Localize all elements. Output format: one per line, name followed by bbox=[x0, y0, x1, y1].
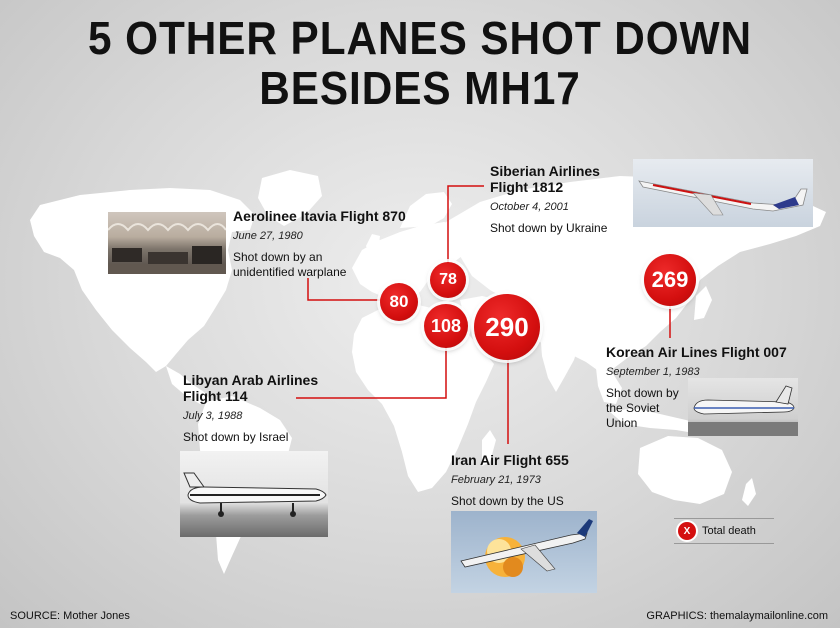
death-circle-itavia: 80 bbox=[380, 283, 418, 321]
death-circle-libyan: 108 bbox=[424, 304, 468, 348]
korean-desc: Shot down by the Soviet Union bbox=[606, 386, 679, 430]
itavia-info bbox=[233, 208, 433, 280]
siberian-date: October 4, 2001 bbox=[490, 201, 569, 213]
siberian-desc: Shot down by Ukraine bbox=[490, 221, 608, 235]
death-circle-korean: 269 bbox=[644, 254, 696, 306]
source-credit: SOURCE: Mother Jones bbox=[10, 610, 130, 622]
libyan-info bbox=[183, 372, 343, 445]
itavia-connector bbox=[308, 278, 382, 300]
death-circle-iran: 290 bbox=[474, 294, 540, 360]
title-line-2: BESIDES MH17 bbox=[259, 62, 581, 114]
siberian-info bbox=[490, 163, 630, 236]
siberian-plane-photo bbox=[633, 159, 813, 227]
iran-desc: Shot down by the US bbox=[451, 494, 564, 508]
libyan-date: July 3, 1988 bbox=[183, 410, 243, 422]
korean-name: Korean Air Lines Flight 007 bbox=[606, 344, 787, 360]
death-circle-siberian: 78 bbox=[430, 262, 466, 298]
graphics-credit: GRAPHICS: themalaymailonline.com bbox=[646, 610, 828, 622]
libyan-plane-photo bbox=[180, 451, 328, 537]
itavia-wreckage-photo bbox=[108, 212, 226, 274]
legend bbox=[674, 518, 774, 544]
itavia-desc: Shot down by an unidentified warplane bbox=[233, 250, 347, 279]
iran-name: Iran Air Flight 655 bbox=[451, 452, 569, 468]
itavia-date: June 27, 1980 bbox=[233, 230, 303, 242]
korean-info bbox=[606, 344, 806, 431]
libyan-desc: Shot down by Israel bbox=[183, 430, 289, 444]
legend-label: Total death bbox=[702, 525, 756, 537]
korean-date: September 1, 1983 bbox=[606, 366, 700, 378]
title-line-1: 5 OTHER PLANES SHOT DOWN bbox=[88, 12, 752, 64]
siberian-connector bbox=[448, 186, 484, 264]
siberian-name: Siberian Airlines Flight 1812 bbox=[490, 163, 600, 195]
iran-date: February 21, 1973 bbox=[451, 474, 541, 486]
iran-info bbox=[451, 452, 631, 509]
legend-symbol: X bbox=[678, 522, 696, 540]
libyan-name: Libyan Arab Airlines Flight 114 bbox=[183, 372, 319, 404]
itavia-name: Aerolinee Itavia Flight 870 bbox=[233, 208, 406, 224]
iran-plane-photo bbox=[451, 511, 597, 593]
